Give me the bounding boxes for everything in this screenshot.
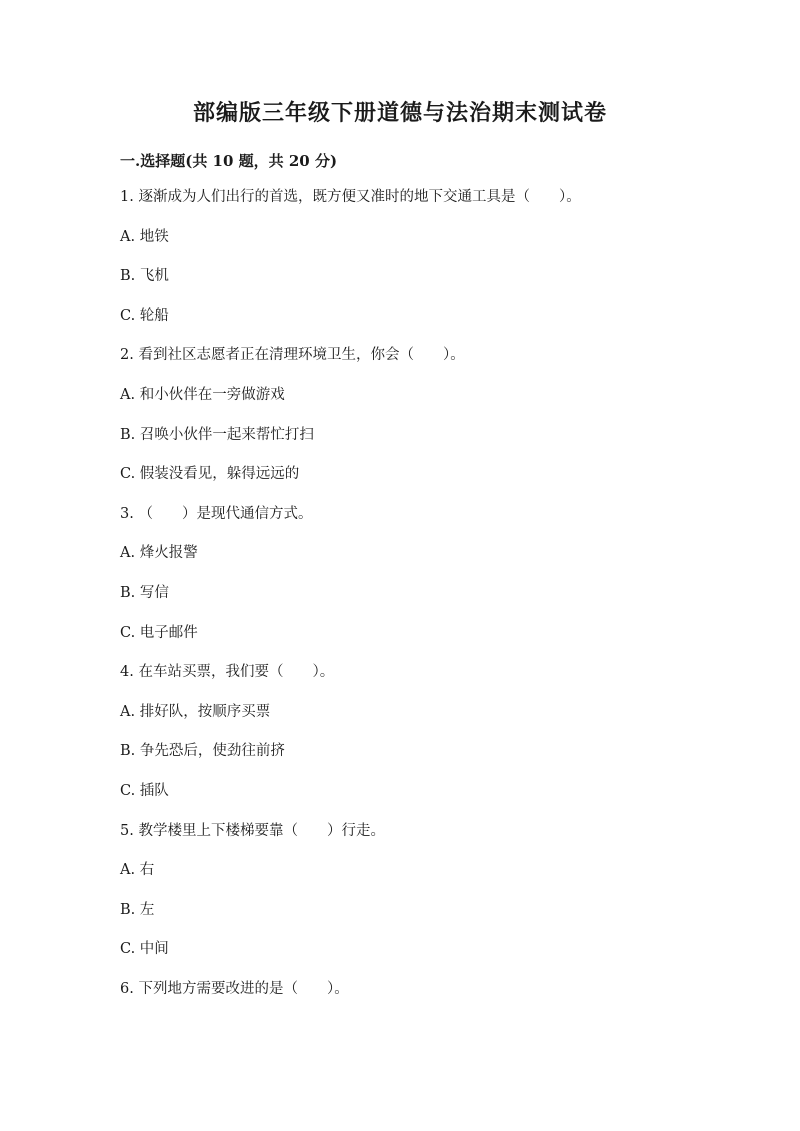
question-3-option-b: B. 写信: [120, 584, 169, 601]
question-3-stem: 3. （ ）是现代通信方式。: [120, 505, 313, 522]
question-4-option-a: A. 排好队，按顺序买票: [120, 703, 271, 720]
question-5-option-a: A. 右: [120, 862, 155, 879]
page-title: 部编版三年级下册道德与法治期末测试卷: [192, 100, 607, 126]
question-2-option-c: C. 假装没看见，躲得远远的: [120, 466, 300, 483]
section-heading: 一.选择题(共 10 题，共 20 分): [120, 152, 338, 170]
question-2-option-b: B. 召唤小伙伴一起来帮忙打扫: [120, 426, 314, 443]
question-2-stem: 2. 看到社区志愿者正在清理环境卫生，你会（ ）。: [120, 347, 465, 364]
question-5-option-c: C. 中间: [120, 941, 169, 958]
question-3-option-c: C. 电子邮件: [120, 624, 198, 641]
question-4-stem: 4. 在车站买票，我们要（ ）。: [120, 664, 335, 681]
question-1-option-b: B. 飞机: [120, 268, 169, 285]
question-1-option-c: C. 轮船: [120, 307, 169, 324]
question-1-stem: 1. 逐渐成为人们出行的首选，既方便又准时的地下交通工具是（ ）。: [120, 189, 581, 205]
question-3-option-a: A. 烽火报警: [120, 545, 198, 562]
question-1-option-a: A. 地铁: [120, 228, 169, 245]
question-4-option-c: C. 插队: [120, 782, 169, 799]
question-6-stem: 6. 下列地方需要改进的是（ ）。: [120, 980, 349, 997]
question-2-option-a: A. 和小伙伴在一旁做游戏: [120, 386, 285, 403]
question-list: [120, 187, 720, 1018]
question-4-option-b: B. 争先恐后，使劲往前挤: [120, 743, 285, 760]
question-5-stem: 5. 教学楼里上下楼梯要靠（ ）行走。: [120, 822, 385, 839]
question-5-option-b: B. 左: [120, 901, 155, 918]
